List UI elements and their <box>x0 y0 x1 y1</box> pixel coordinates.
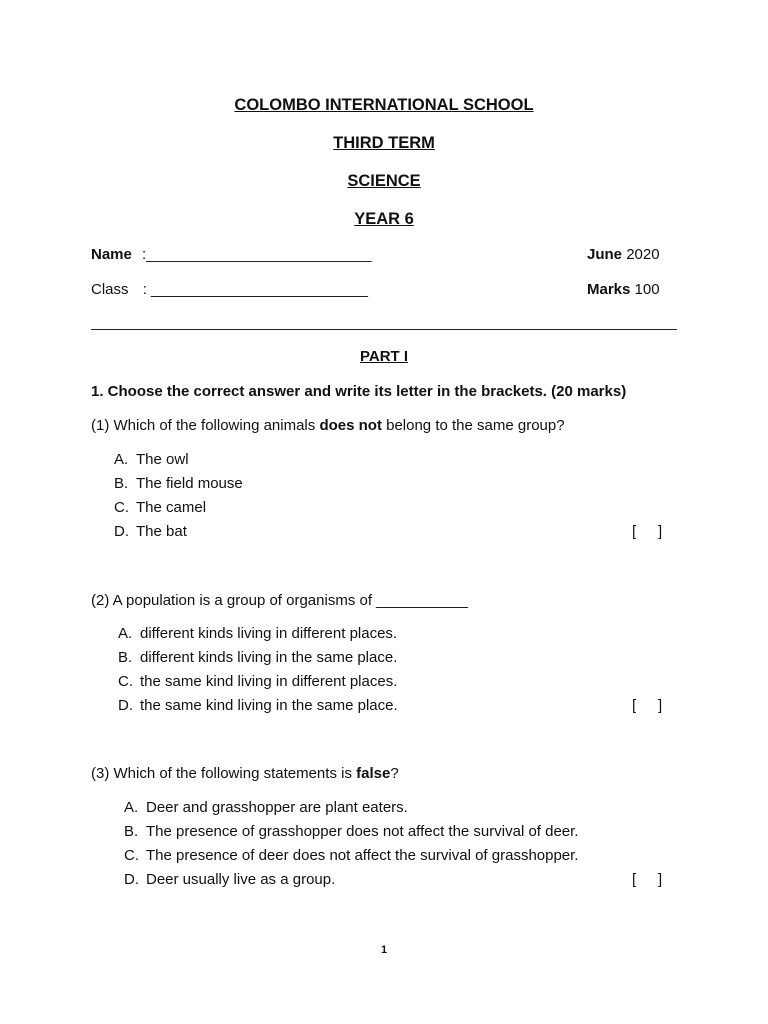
school-title: COLOMBO INTERNATIONAL SCHOOL <box>234 96 534 114</box>
date-row <box>587 246 660 263</box>
term-title: THIRD TERM <box>333 134 435 152</box>
question-1-emphasis: does not <box>319 417 382 434</box>
name-label: Name <box>91 246 132 263</box>
marks-label: Marks <box>587 281 631 298</box>
marks-row <box>587 281 660 298</box>
q3-option-b: B. The presence of grasshopper does not affect the survival of deer. <box>124 823 579 840</box>
subject-title: SCIENCE <box>347 172 421 190</box>
class-field-row <box>91 281 368 298</box>
q1-option-a: A. The owl <box>114 451 189 468</box>
q1-option-d: D. The bat <box>114 523 187 540</box>
question-3-emphasis: false <box>356 765 391 782</box>
part-title: PART I <box>359 348 409 365</box>
question-3-text-end: ? <box>390 765 399 782</box>
year-title: YEAR 6 <box>354 210 414 228</box>
q2-option-d: D. the same kind living in the same place. <box>118 697 398 714</box>
name-blank-line[interactable]: :___________________________ <box>142 246 372 263</box>
q1-option-b: B. The field mouse <box>114 475 243 492</box>
question-1-text: (1) Which of the following animals <box>91 417 320 434</box>
q3-option-d: D. Deer usually live as a group. <box>124 871 336 888</box>
exam-year: 2020 <box>626 246 660 263</box>
question-2 <box>91 592 468 609</box>
marks-value: 100 <box>634 281 660 298</box>
q2-option-c: C. the same kind living in different places. <box>118 673 398 690</box>
header-divider <box>91 329 677 330</box>
q1-option-c: C. The camel <box>114 499 207 516</box>
question-2-text: (2) A population is a group of organisms of ___________ <box>91 592 468 609</box>
name-field-row <box>91 246 371 263</box>
question-3 <box>91 765 399 782</box>
q3-option-a: A. Deer and grasshopper are plant eaters. <box>124 799 408 816</box>
question-1-text-end: belong to the same group? <box>381 417 565 434</box>
page-number: 1 <box>380 944 388 956</box>
section-instruction: 1. Choose the correct answer and write its letter in the brackets. (20 marks) <box>91 383 627 400</box>
q2-option-a: A. different kinds living in different places. <box>118 625 398 642</box>
class-blank-line[interactable]: : __________________________ <box>142 281 368 298</box>
question-3-text: (3) Which of the following statements is <box>91 765 357 782</box>
q2-option-b: B. different kinds living in the same place. <box>118 649 398 666</box>
question-1 <box>91 417 565 434</box>
month-label: June <box>587 246 623 263</box>
class-label: Class <box>91 281 129 298</box>
q3-option-c: C. The presence of deer does not affect the survival of grasshopper. <box>124 847 579 864</box>
